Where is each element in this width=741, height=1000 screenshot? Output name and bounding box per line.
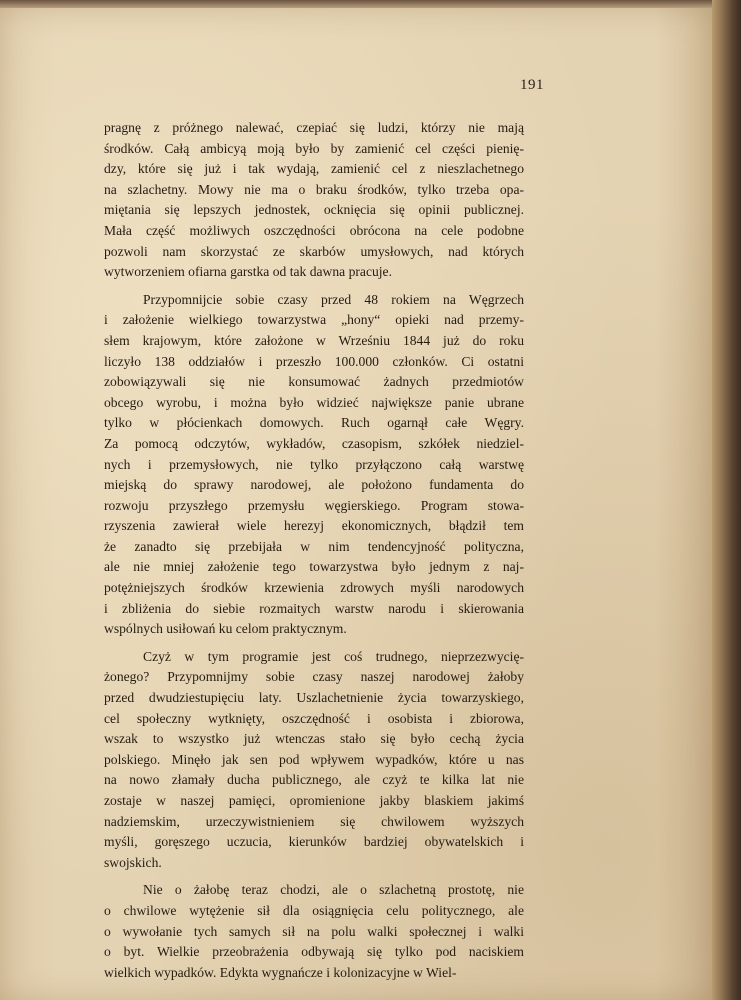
page-number: 191 <box>520 77 544 93</box>
text-line: wszak to wszystko już wtenczas stało się było cechą życia <box>104 731 524 747</box>
text-line: na nowo złamały ducha publicznego, ale czyż te kilka lat nie <box>104 772 524 788</box>
text-line: żonego? Przypomnijmy sobie czasy naszej narodowej żałoby <box>104 669 524 685</box>
text-line: Przypomnijcie sobie czasy przed 48 rokiem na Węgrzech <box>143 291 524 307</box>
text-line: wielkich wypadków. Edykta wygnańcze i kolonizacyjne w Wiel- <box>104 964 457 980</box>
text-line: Czyż w tym programie jest coś trudnego, nieprzezwycię- <box>143 648 524 664</box>
text-line: zobowiązywali się nie konsumować żadnych przedmiotów <box>104 374 524 390</box>
paragraph <box>104 647 524 874</box>
text-line: słem krajowym, które założone w Wrześniu 1844 już do roku <box>104 332 524 348</box>
text-line: o wywołanie tych samych sił na polu walki społecznej i walki <box>104 923 524 939</box>
text-line: zostaje w naszej pamięci, opromienione jakby blaskiem jakimś <box>104 793 524 808</box>
text-line: wspólnych usiłowań ku celom praktycznym. <box>104 621 347 637</box>
text-line: i założenie wielkiego towarzystwa „hony“ opieki nad przemy- <box>104 312 524 328</box>
text-line: dzy, które się już i tak wydają, zamienić cel z nieszlachetnego <box>104 161 524 177</box>
text-line: liczyło 138 oddziałów i przeszło 100.000 członków. Ci ostatni <box>104 353 524 369</box>
text-line: Za pomocą odczytów, wykładów, czasopism, szkółek niedziel- <box>104 435 524 451</box>
text-line: cel społeczny wytknięty, oszczędność i osobista i zbiorowa, <box>104 710 524 726</box>
paragraph <box>104 290 524 640</box>
text-line: rzyszenia zawierał wiele herezyj ekonomicznych, błądził tem <box>104 518 524 534</box>
text-line: i zbliżenia do siebie rozmaitych warstw narodu i skierowania <box>104 600 524 616</box>
text-line: o chwilowe wytężenie sił dla osiągnięcia celu politycznego, ale <box>104 902 524 918</box>
text-line: Mała część możliwych oszczędności obrócona na cele podobne <box>104 222 524 238</box>
text-line: przed dwudziestupięciu laty. Uszlachetnienie życia towarzyskiego, <box>104 690 524 706</box>
paragraph <box>104 880 524 983</box>
paragraph <box>104 118 524 283</box>
text-line: pozwoli nam skorzystać ze skarbów umysłowych, nad których <box>104 243 524 259</box>
text-line: rozwoju przyszłego przemysłu węgierskiego. Program stowa- <box>104 497 524 513</box>
text-line: pragnę z próżnego nalewać, czepiać się ludzi, którzy nie mają <box>104 120 524 135</box>
text-line: polskiego. Minęło jak sen pod wpływem wypadków, które u nas <box>104 751 524 767</box>
text-line: ale nie mniej założenie tego towarzystwa było jednym z naj- <box>104 559 524 575</box>
body-text <box>104 118 524 983</box>
text-line: swojskich. <box>104 854 162 870</box>
text-line: Nie o żałobę teraz chodzi, ale o szlachetną prostotę, nie <box>143 882 524 898</box>
text-line: środków. Całą ambicyą moją było by zamienić cel części pienię- <box>104 140 524 156</box>
text-line: tylko w płócienkach domowych. Ruch ogarnął całe Węgry. <box>104 415 524 431</box>
text-line: nadziemskim, urzeczywistnieniem się chwilowem wyższych <box>104 813 524 829</box>
text-line: że zanadto się przebijała w nim tendencyjność polityczna, <box>104 538 524 554</box>
text-line: o byt. Wielkie przeobrażenia odbywają się tylko pod naciskiem <box>104 944 524 960</box>
book-spine-edge <box>712 0 741 1000</box>
text-line: miejską do sprawy narodowej, ale położono fundamenta do <box>104 477 524 493</box>
text-line: potężniejszych środków krzewienia zdrowych myśli narodowych <box>104 580 524 596</box>
text-line: obcego wyrobu, i można było widzieć największe panie ubrane <box>104 394 524 410</box>
text-line: myśli, goręszego uczucia, kierunków bardziej obywatelskich i <box>104 834 524 850</box>
text-line: miętania się lepszych jednostek, ocknięcia się opinii publicznej. <box>104 202 524 218</box>
text-line: wytworzeniem ofiarna garstka od tak dawna pracuje. <box>104 264 392 280</box>
text-line: na szlachetny. Mowy nie ma o braku środków, tylko trzeba opa- <box>104 181 524 197</box>
text-line: nych i przemysłowych, nie tylko przyłączono całą warstwę <box>104 456 524 472</box>
